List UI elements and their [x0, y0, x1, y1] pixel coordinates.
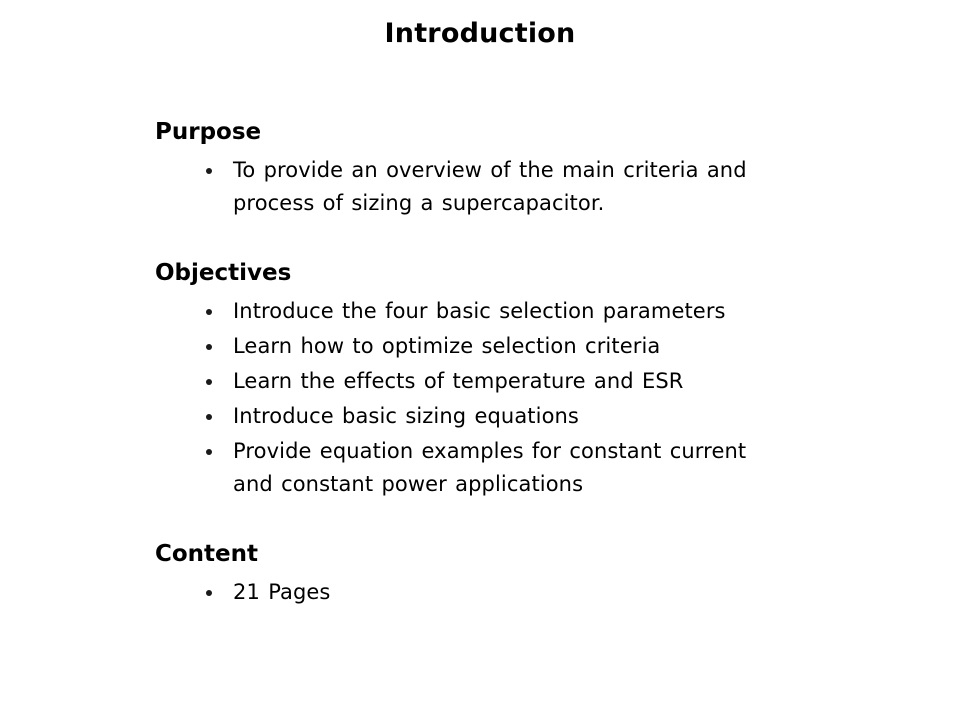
bullet-list [155, 295, 960, 501]
bullet-line: and constant power applications [233, 472, 584, 496]
list-item [155, 576, 960, 609]
bullet-line: Learn the effects of temperature and ESR [233, 369, 684, 393]
section-heading: Objectives [155, 260, 292, 286]
bullet-line: To provide an overview of the main criteria and [233, 158, 747, 182]
bullet-icon [206, 309, 212, 315]
section-heading: Content [155, 541, 259, 567]
section-heading: Purpose [155, 119, 262, 145]
list-item [155, 330, 960, 363]
list-item [155, 435, 960, 501]
bullet-icon [206, 449, 212, 455]
bullet-icon [206, 168, 212, 174]
bullet-line: Introduce the four basic selection parameters [233, 299, 726, 323]
bullet-list [155, 576, 960, 609]
bullet-text [233, 154, 747, 220]
bullet-icon [206, 590, 212, 596]
bullet-text [233, 295, 726, 328]
list-item [155, 365, 960, 398]
slide-body [155, 118, 960, 609]
list-item [155, 400, 960, 433]
bullet-text [233, 576, 330, 609]
bullet-text [233, 330, 660, 363]
bullet-icon [206, 379, 212, 385]
bullet-line: Learn how to optimize selection criteria [233, 334, 661, 358]
list-item [155, 295, 960, 328]
bullet-text [233, 435, 746, 501]
bullet-line: Introduce basic sizing equations [233, 404, 579, 428]
bullet-line: process of sizing a supercapacitor. [233, 191, 605, 215]
bullet-text [233, 400, 579, 433]
section-purpose [155, 118, 960, 220]
bullet-list [155, 154, 960, 220]
section-objectives [155, 259, 960, 501]
bullet-icon [206, 344, 212, 350]
list-item [155, 154, 960, 220]
bullet-text [233, 365, 684, 398]
bullet-line: Provide equation examples for constant current [233, 439, 747, 463]
bullet-line: 21 Pages [233, 580, 331, 604]
bullet-icon [206, 414, 212, 420]
section-content [155, 540, 960, 609]
slide-title: Introduction [384, 18, 576, 49]
